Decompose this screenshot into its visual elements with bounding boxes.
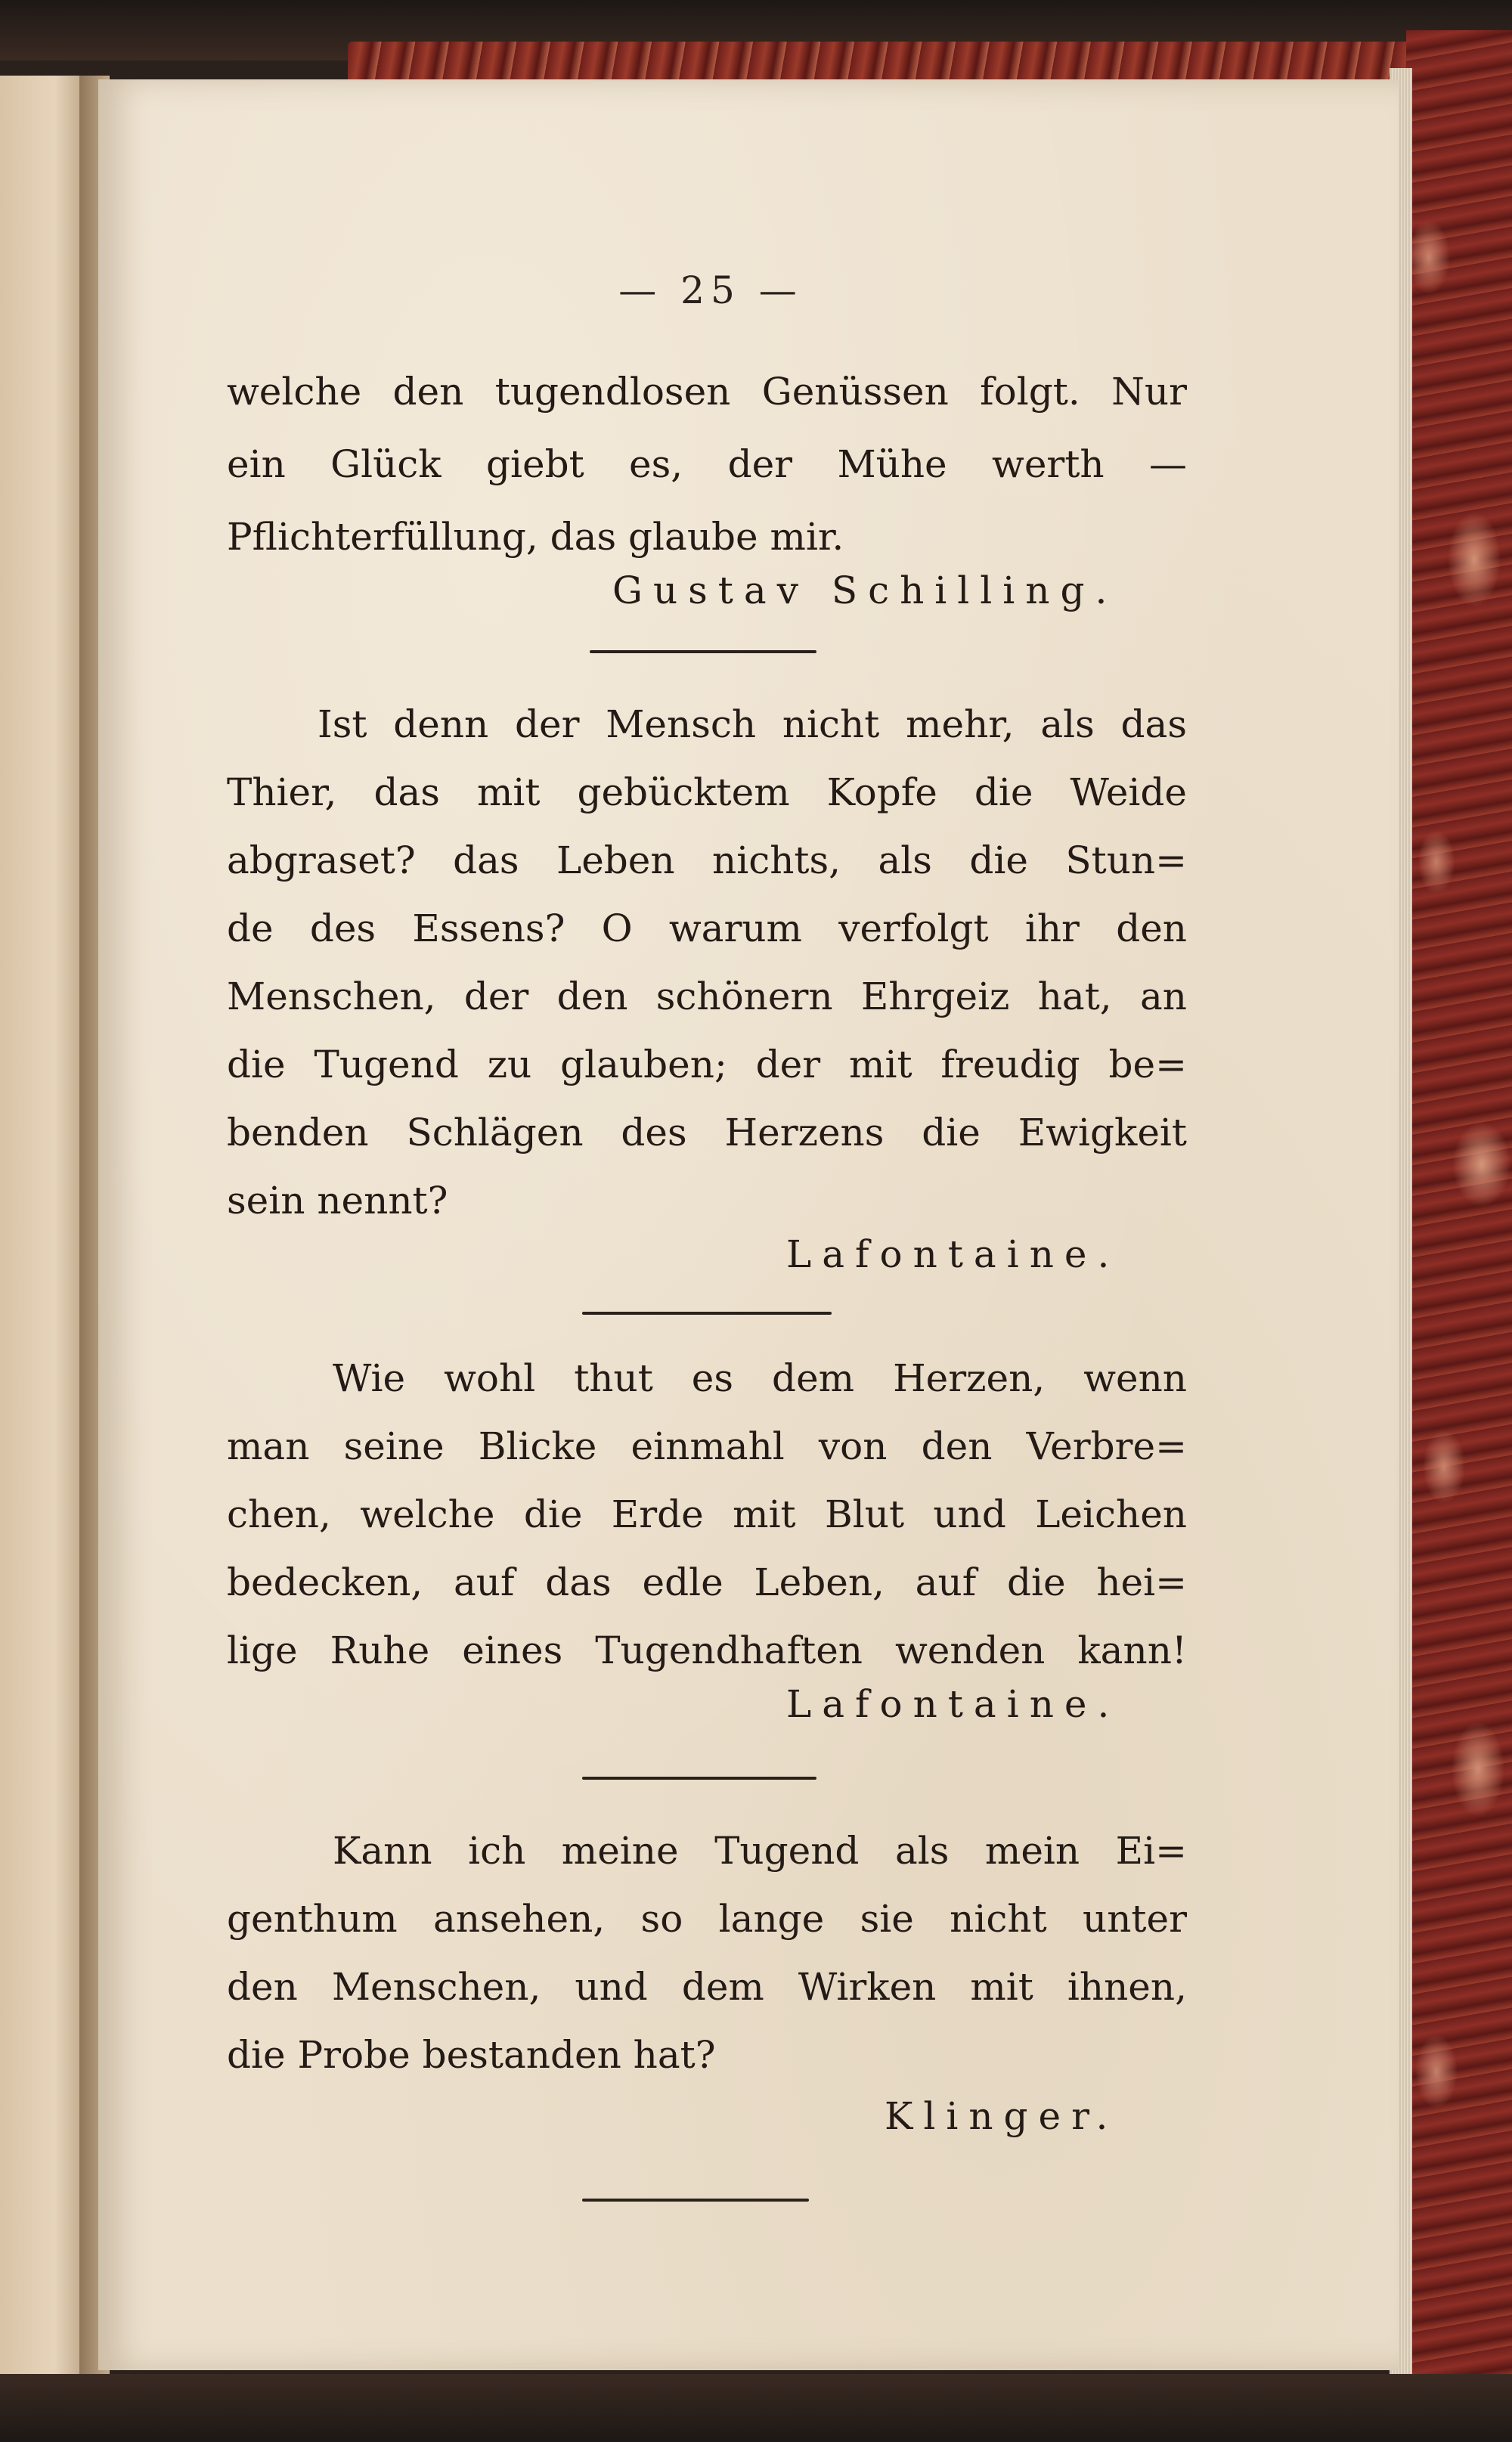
text-line: sein nennt? [227, 1179, 448, 1223]
text-line: benden Schlägen des Herzens die Ewigkeit [227, 1111, 1187, 1154]
text-line: Ist denn der Mensch nicht mehr, als das [318, 702, 1187, 746]
author-name: Klinger. [885, 2094, 1119, 2138]
text-line: den Menschen, und dem Wirken mit ihnen, [227, 1965, 1187, 2009]
text-line: man seine Blicke einmahl von den Verbre= [227, 1424, 1187, 1468]
text-line: lige Ruhe eines Tugendhaften wenden kann! [227, 1629, 1187, 1672]
text-line: bedecken, auf das edle Leben, auf die hei= [227, 1560, 1187, 1604]
background-bottom [0, 2374, 1512, 2442]
text-line: Pflichterfüllung, das glaube mir. [227, 515, 844, 559]
text-line: die Probe bestanden hat? [227, 2033, 716, 2077]
text-line: chen, welche die Erde mit Blut und Leichen [227, 1492, 1187, 1536]
page-number: — 25 — [618, 268, 803, 312]
author-name: Lafontaine. [786, 1682, 1120, 1726]
text-line: Menschen, der den schönern Ehrgeiz hat, an [227, 975, 1187, 1018]
text-line: welche den tugendlosen Genüssen folgt. Nur [227, 370, 1187, 414]
author-name: Lafontaine. [786, 1232, 1120, 1276]
text-line: genthum ansehen, so lange sie nicht unter [227, 1897, 1187, 1941]
text-line: Kann ich meine Tugend als mein Ei= [333, 1829, 1187, 1873]
marbled-cover [1406, 30, 1512, 2374]
text-line: abgraset? das Leben nichts, als die Stun= [227, 838, 1187, 882]
text-line: Wie wohl thut es dem Herzen, wenn [333, 1356, 1187, 1400]
left-facing-page [0, 76, 91, 2374]
text-line: de des Essens? O warum verfolgt ihr den [227, 906, 1187, 950]
section-divider [590, 650, 816, 653]
section-divider [582, 1312, 832, 1315]
section-divider [582, 2199, 809, 2202]
section-divider [582, 1777, 816, 1780]
author-name: Gustav Schilling. [612, 569, 1118, 612]
text-line: Thier, das mit gebücktem Kopfe die Weide [227, 770, 1187, 814]
text-line: die Tugend zu glauben; der mit freudig be= [227, 1043, 1187, 1086]
text-line: ein Glück giebt es, der Mühe werth — [227, 442, 1187, 486]
